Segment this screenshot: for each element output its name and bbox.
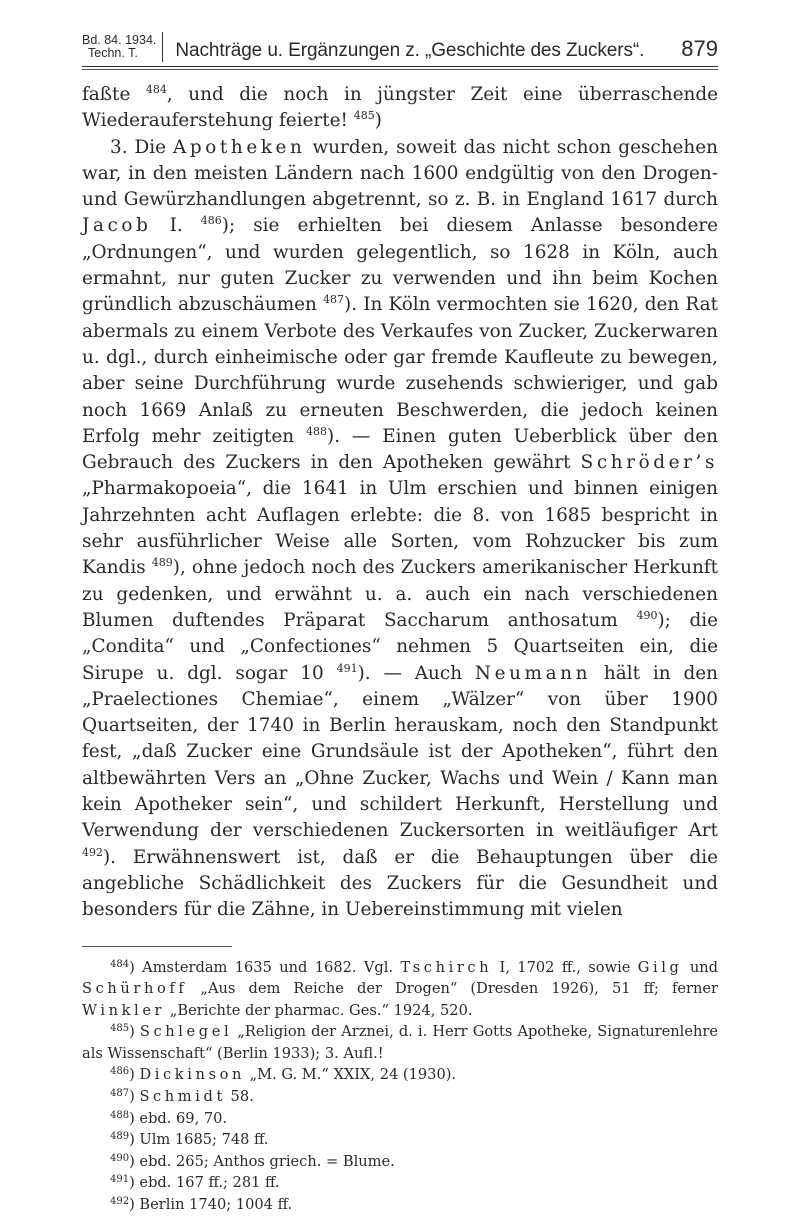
text-run: ) — [129, 1066, 140, 1084]
journal-line-2: Techn. T. — [88, 46, 138, 60]
running-title: Nachträge u. Ergänzungen z. „Geschichte des Zuckers“. — [175, 40, 645, 61]
footnotes — [82, 957, 718, 1216]
footnote-number: 487 — [110, 1088, 130, 1100]
footnote-492 — [82, 1194, 718, 1216]
spaced-name: Dickinson — [139, 1066, 245, 1084]
text-run: I. — [151, 215, 201, 237]
text-run: ); die „Condita“ und „Confectiones“ nehmen 5 Quartseiten ein, die Sirupe u. dgl. sogar 10 — [82, 609, 718, 684]
spaced-name: Jacob — [82, 215, 152, 237]
footnote-reference: 486 — [200, 214, 222, 228]
text-run: ) ebd. 167 ff.; 281 ff. — [129, 1174, 280, 1192]
footnote-number: 492 — [110, 1196, 130, 1208]
spaced-name: Schröder’s — [580, 452, 718, 474]
journal-line-1: Bd. 84. 1934. — [82, 33, 157, 47]
text-run: ); sie erhielten bei diesem Anlasse besondere „Ordnungen“, und wurden gelegentlich, so 1628 in Köln, auch ermahnt, nur guten Zucker zu verwenden und ihn beim Kochen gründlich abzuschäumen — [82, 215, 719, 316]
spaced-name: Apotheken — [172, 136, 306, 158]
footnote-489 — [82, 1129, 718, 1151]
spaced-name: Schürhoff — [82, 980, 188, 998]
text-run: , und die noch in jüngster Zeit eine überraschende Wiederauferstehung feierte! — [82, 84, 718, 132]
footnote-490 — [82, 1151, 718, 1173]
text-run: ). — Einen guten Ueberblick über den Gebrauch des Zuckers in den Apotheken gewährt — [82, 425, 718, 474]
text-run: I, 1702 ff., sowie — [492, 958, 638, 976]
text-run: ) Berlin 1740; 1004 ff. — [129, 1196, 293, 1214]
spaced-name: Schmidt — [139, 1088, 226, 1106]
text-run: „Religion der Arznei, d. i. Herr Gotts Apotheke, Signaturenlehre als Wissenschaft“ (Berlin 1933); 3. Aufl.! — [82, 1023, 718, 1062]
text-run: und — [682, 958, 719, 976]
text-run: 3. Die — [110, 136, 173, 158]
footnote-reference: 491 — [336, 661, 358, 675]
footnote-488 — [82, 1108, 718, 1130]
page-number: 879 — [681, 36, 718, 61]
text-run: „Pharmakopoeia“, die 1641 in Ulm erschien und binnen einigen Jahrzehnten acht Auflagen erlebte: die 8. von 1685 bespricht in sehr ausführlicher Weise alle Sorten, vom Rohzucker bis zum Kandis — [82, 478, 718, 579]
spaced-name: Neumann — [474, 662, 592, 684]
text-run: ) ebd. 69, 70. — [129, 1109, 228, 1127]
text-run: „M. G. M.“ XXIX, 24 (1930). — [244, 1066, 457, 1084]
footnote-487 — [82, 1086, 718, 1108]
spaced-name: Gilg — [637, 958, 683, 976]
text-run: ) — [129, 1088, 140, 1106]
footnote-number: 486 — [110, 1066, 130, 1078]
footnote-reference: 489 — [151, 556, 173, 570]
footnote-number: 491 — [110, 1174, 130, 1186]
paragraph-1 — [82, 82, 718, 135]
footnote-reference: 488 — [306, 424, 328, 438]
text-run: ). — Auch — [357, 662, 475, 684]
paragraph-2 — [82, 135, 718, 924]
footnote-rule — [82, 946, 232, 947]
text-run: ) — [129, 1023, 140, 1041]
text-run: hält in den „Praelectiones Chemiae“, einem „Wälzer“ von über 1900 Quartseiten, der 1740 in Berlin herauskam, noch den Standpunkt fest, „daß Zucker eine Grundsäule ist der Apotheken“, führt den altbewährten Vers an „Ohne Zucker, Wachs und Wein / Kann man kein Apotheker sein“, und schildert Herkunft, Herstellung und Verwendung der verschiedenen Zuckersorten in weitläufiger Art — [82, 662, 718, 842]
text-run: ) Ulm 1685; 748 ff. — [129, 1131, 269, 1149]
footnote-484 — [82, 957, 718, 1022]
text-run: ) ebd. 265; Anthos griech. = Blume. — [129, 1152, 395, 1170]
text-run: faßte — [82, 84, 146, 105]
header-rule — [82, 66, 718, 70]
footnote-number: 489 — [110, 1131, 130, 1143]
main-text — [82, 82, 718, 924]
footnote-number: 485 — [110, 1023, 130, 1035]
spaced-name: Winkler — [82, 1001, 166, 1019]
text-run: wurden, soweit das nicht schon geschehen war, in den meisten Ländern nach 1600 endgültig von den Drogen- und Gewürzhandlungen abgetrennt, so z. B. in England 1617 durch — [82, 136, 718, 211]
footnote-485 — [82, 1021, 718, 1064]
footnote-number: 490 — [110, 1152, 130, 1164]
footnote-number: 484 — [110, 958, 130, 970]
text-run: „Aus dem Reiche der Drogen“ (Dresden 1926), 51 ff; ferner — [187, 980, 718, 998]
journal-reference — [82, 32, 163, 62]
running-header — [82, 20, 718, 62]
text-run: ) Amsterdam 1635 und 1682. Vgl. — [129, 958, 401, 976]
footnote-reference: 485 — [353, 109, 375, 123]
footnote-486 — [82, 1064, 718, 1086]
text-run: ). In Köln vermochten sie 1620, den Rat abermals zu einem Verbote des Verkaufes von Zucker, Zuckerwaren u. dgl., durch einheimische oder gar fremde Kaufleute zu bewegen, aber seine Durchführung wurde zusehends schwieriger, und gab noch 1669 Anlaß zu erneuten Beschwerden, die jedoch keinen Erfolg mehr zeitigten — [82, 294, 718, 447]
footnote-491 — [82, 1172, 718, 1194]
text-run: ). Erwähnenswert ist, daß er die Behauptungen über die angebliche Schädlichkeit des Zuckers für die Gesundheit und besonders für die Zähne, in Uebereinstimmung mit vielen — [82, 846, 718, 921]
spaced-name: Schlegel — [139, 1023, 233, 1041]
footnote-number: 488 — [110, 1109, 130, 1121]
spaced-name: Tschirch — [400, 958, 493, 976]
footnote-reference: 492 — [82, 845, 103, 859]
text-run: ) — [374, 110, 382, 132]
footnote-reference: 484 — [145, 83, 167, 96]
footnote-reference: 487 — [323, 293, 345, 307]
text-run: „Berichte der pharmac. Ges.“ 1924, 520. — [165, 1001, 473, 1019]
text-run: 58. — [225, 1088, 254, 1106]
text-run: ), ohne jedoch noch des Zuckers amerikanischer Herkunft zu gedenken, und erwähnt u. a. auch ein nach verschiedenen Blumen duftendes Präparat Saccharum anthosatum — [82, 557, 718, 631]
footnote-reference: 490 — [636, 608, 658, 622]
